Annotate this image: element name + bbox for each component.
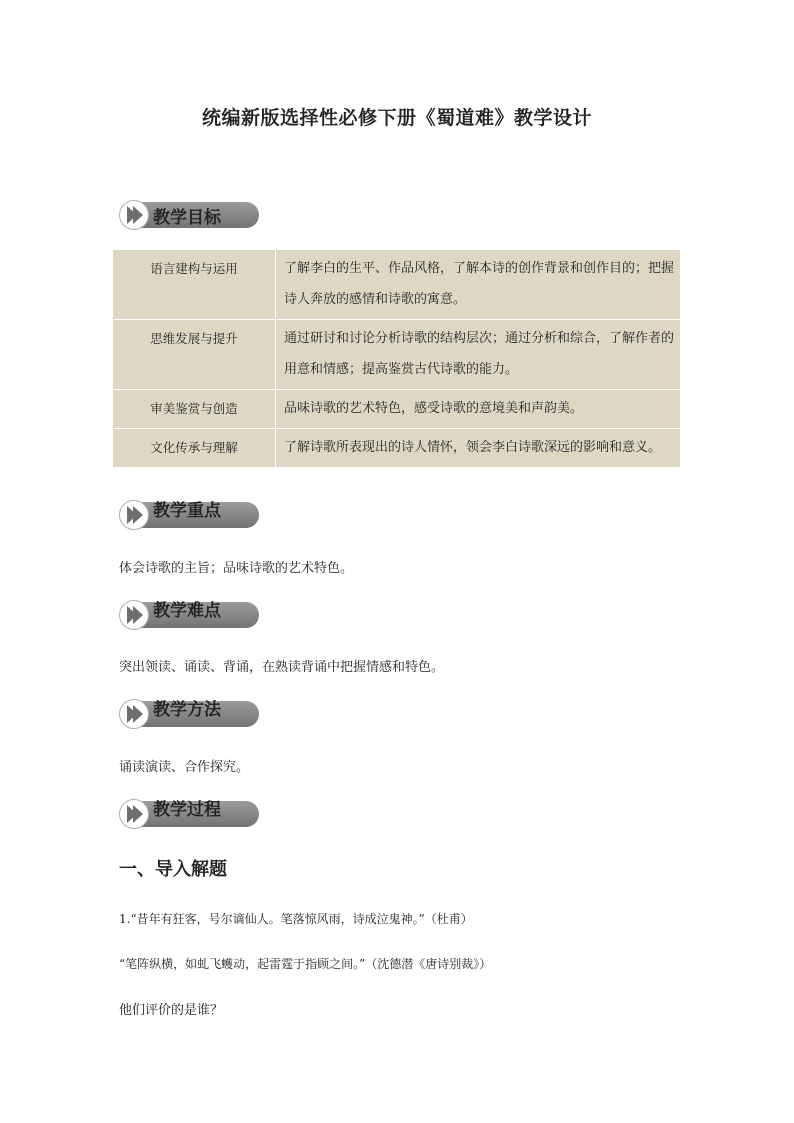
section-tag-process	[119, 799, 259, 827]
section-label: 教学难点	[153, 601, 221, 621]
table-row	[113, 390, 680, 429]
section-label: 教学目标	[153, 208, 221, 228]
table-row	[113, 250, 680, 320]
goal-label: 语言建构与运用	[113, 250, 276, 320]
chevron-right-icon	[133, 606, 143, 624]
difficulties-text: 突出领读、诵读、背诵，在熟读背诵中把握情感和特色。	[119, 660, 445, 675]
quote-shen-deqian: “笔阵纵横，如虬飞蠖动，起雷霆于指顾之间。”（沈德潜《唐诗别裁》）	[119, 957, 492, 971]
table-row	[113, 320, 680, 390]
goal-label: 思维发展与提升	[113, 320, 276, 390]
document-title: 统编新版选择性必修下册《蜀道难》教学设计	[201, 107, 592, 129]
chevron-right-icon	[133, 805, 143, 823]
section-label: 教学方法	[153, 700, 221, 720]
key-points-text: 体会诗歌的主旨；品味诗歌的艺术特色。	[119, 561, 354, 576]
section-tag-difficulties	[119, 600, 259, 628]
question-text: 他们评价的是谁？	[119, 1003, 224, 1018]
section-tag-methods	[119, 699, 259, 727]
process-heading: 一、导入解题	[119, 859, 227, 880]
goal-text: 了解诗歌所表现出的诗人情怀，领会李白诗歌深远的影响和意义。	[276, 429, 681, 468]
goal-text: 了解李白的生平、作品风格，了解本诗的创作背景和创作目的；把握诗人奔放的感情和诗歌的寓意。	[276, 250, 681, 320]
goal-label: 审美鉴赏与创造	[113, 390, 276, 429]
chevron-right-icon	[133, 506, 143, 524]
quote-du-fu: 1.“昔年有狂客，号尔谪仙人。笔落惊风雨，诗成泣鬼神。”（杜甫）	[119, 912, 473, 926]
goal-text: 品味诗歌的艺术特色，感受诗歌的意境美和声韵美。	[276, 390, 681, 429]
chevron-right-icon	[133, 705, 143, 723]
goal-label: 文化传承与理解	[113, 429, 276, 468]
section-tag-key-points	[119, 500, 259, 528]
goals-table	[113, 250, 680, 468]
chevron-right-icon	[133, 206, 143, 224]
goal-text: 通过研讨和讨论分析诗歌的结构层次；通过分析和综合，了解作者的用意和情感；提高鉴赏古代诗歌的能力。	[276, 320, 681, 390]
methods-text: 诵读演读、合作探究。	[119, 760, 250, 775]
section-tag-goals	[119, 200, 259, 228]
section-label: 教学过程	[153, 800, 221, 820]
table-row	[113, 429, 680, 468]
section-label: 教学重点	[153, 501, 221, 521]
